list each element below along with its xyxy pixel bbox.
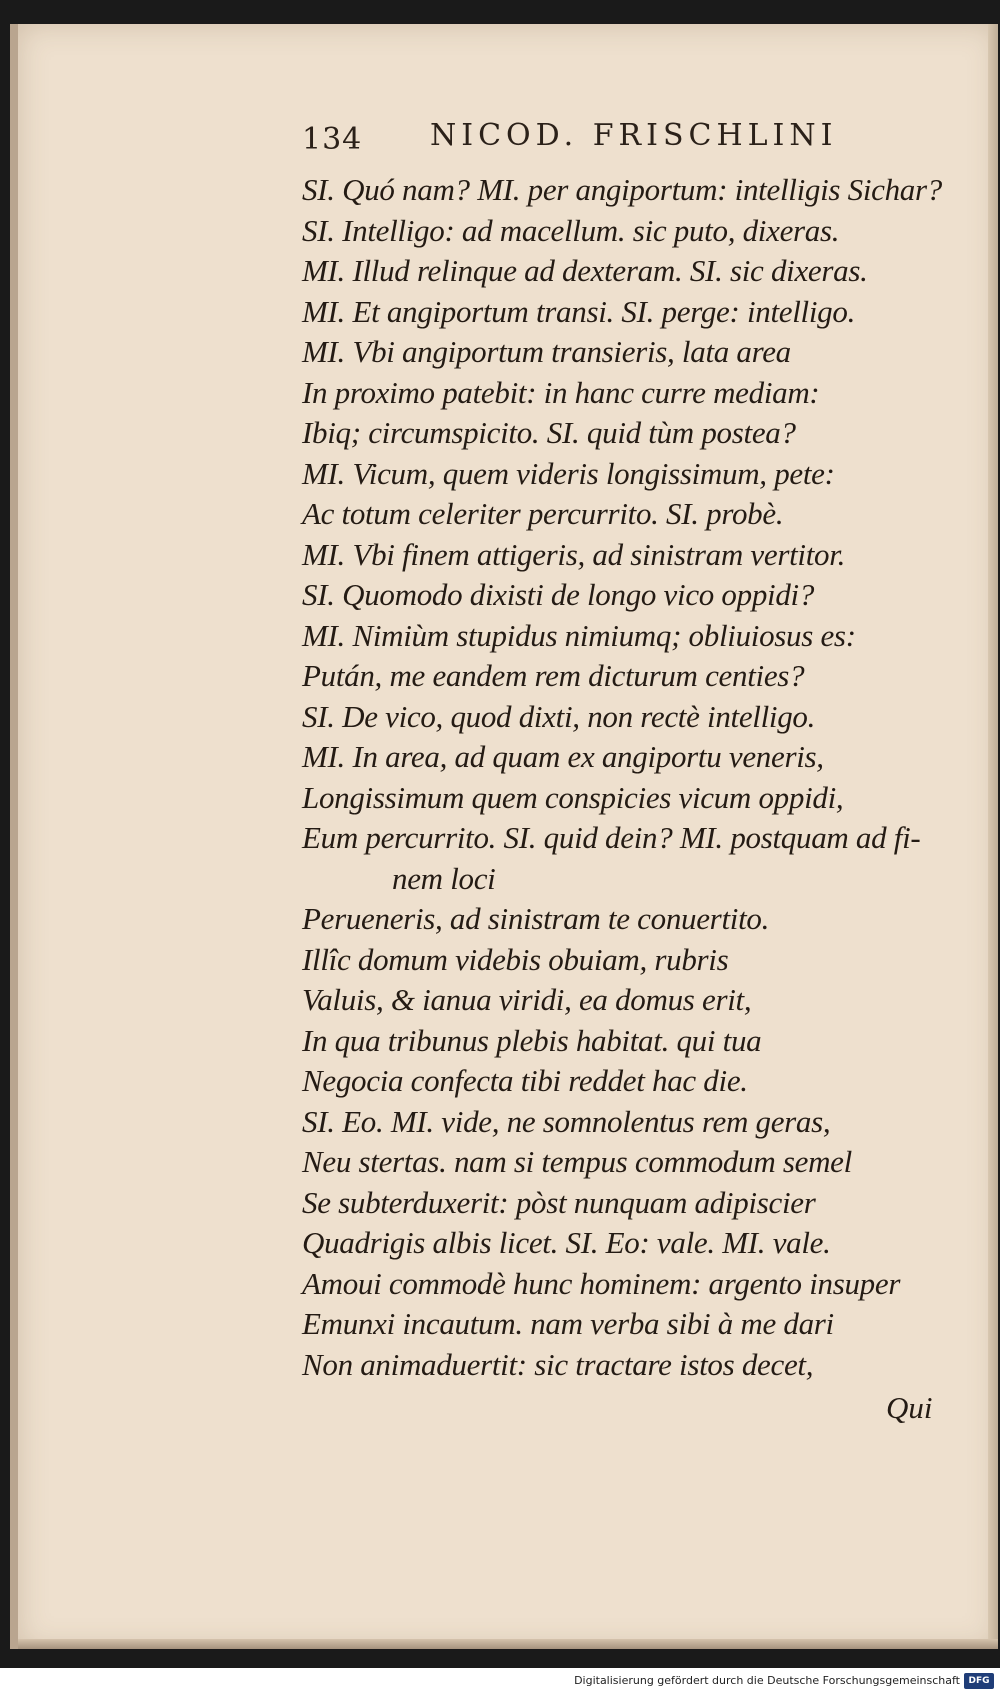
- text-line: MI. Vicum, quem videris longissimum, pete:: [302, 455, 835, 491]
- text-line: SI. De vico, quod dixti, non rectè intelligo.: [302, 698, 816, 734]
- text-line: Emunxi incautum. nam verba sibi à me dari: [302, 1306, 834, 1341]
- page-edge-bottom: [18, 1639, 998, 1649]
- text-line: Non animaduertit: sic tractare istos decet,: [302, 1346, 814, 1382]
- text-line: SI. Quó nam? MI. per angiportum: intelligis Sichar?: [302, 172, 942, 207]
- text-body: [302, 170, 952, 1385]
- text-line: Negocia confecta tibi reddet hac die.: [302, 1063, 748, 1098]
- footer: [0, 1672, 1000, 1692]
- catchword: Qui: [886, 1390, 933, 1425]
- text-line: Neu stertas. nam si tempus commodum semel: [302, 1144, 852, 1179]
- text-line: Ibiq; circumspicito. SI. quid tùm postea?: [302, 415, 796, 450]
- dfg-logo: DFG: [964, 1673, 994, 1689]
- text-line: Ac totum celeriter percurrito. SI. probè.: [302, 496, 784, 531]
- text-line: Perueneris, ad sinistram te conuertito.: [302, 901, 770, 936]
- running-head: NICOD. FRISCHLINI: [430, 118, 838, 153]
- text-line: Illîc domum videbis obuiam, rubris: [302, 941, 729, 977]
- text-line: In qua tribunus plebis habitat. qui tua: [302, 1022, 762, 1058]
- footer-credit: Digitalisierung gefördert durch die Deutsche Forschungsgemeinschaft: [574, 1674, 960, 1687]
- text-line: MI. Vbi finem attigeris, ad sinistram vertitor.: [302, 536, 846, 572]
- text-line: Valuis, & ianua viridi, ea domus erit,: [302, 982, 752, 1017]
- text-line: Se subterduxerit: pòst nunquam adipiscier: [302, 1184, 816, 1220]
- text-line: SI. Quomodo dixisti de longo vico oppidi?: [302, 577, 815, 612]
- text-line: SI. Intelligo: ad macellum. sic puto, dixeras.: [302, 212, 840, 248]
- text-line: Quadrigis albis licet. SI. Eo: vale. MI. vale.: [302, 1225, 831, 1260]
- text-line: Eum percurrito. SI. quid dein? MI. postquam ad fi-: [302, 820, 921, 855]
- text-line: Longissimum quem conspicies vicum oppidi,: [302, 779, 844, 815]
- text-line: MI. Et angiportum transi. SI. perge: intelligo.: [302, 293, 856, 329]
- text-line: Amoui commodè hunc hominem: argento insuper: [302, 1265, 901, 1301]
- text-line: MI. Nimiùm stupidus nimiumq; obliuiosus es:: [302, 617, 856, 653]
- page-header: [302, 118, 862, 164]
- text-line: MI. In area, ad quam ex angiportu veneris,: [302, 739, 824, 774]
- page-number: 134: [302, 122, 363, 157]
- text-line: SI. Eo. MI. vide, ne somnolentus rem geras,: [302, 1103, 831, 1139]
- text-line: MI. Illud relinque ad dexteram. SI. sic dixeras.: [302, 253, 868, 288]
- text-line: Pután, me eandem rem dicturum centies?: [302, 658, 805, 693]
- text-line-continuation: nem loci: [392, 860, 496, 896]
- page-edge-right: [988, 24, 998, 1649]
- text-line: In proximo patebit: in hanc curre mediam:: [302, 374, 820, 410]
- text-line: MI. Vbi angiportum transieris, lata area: [302, 334, 791, 369]
